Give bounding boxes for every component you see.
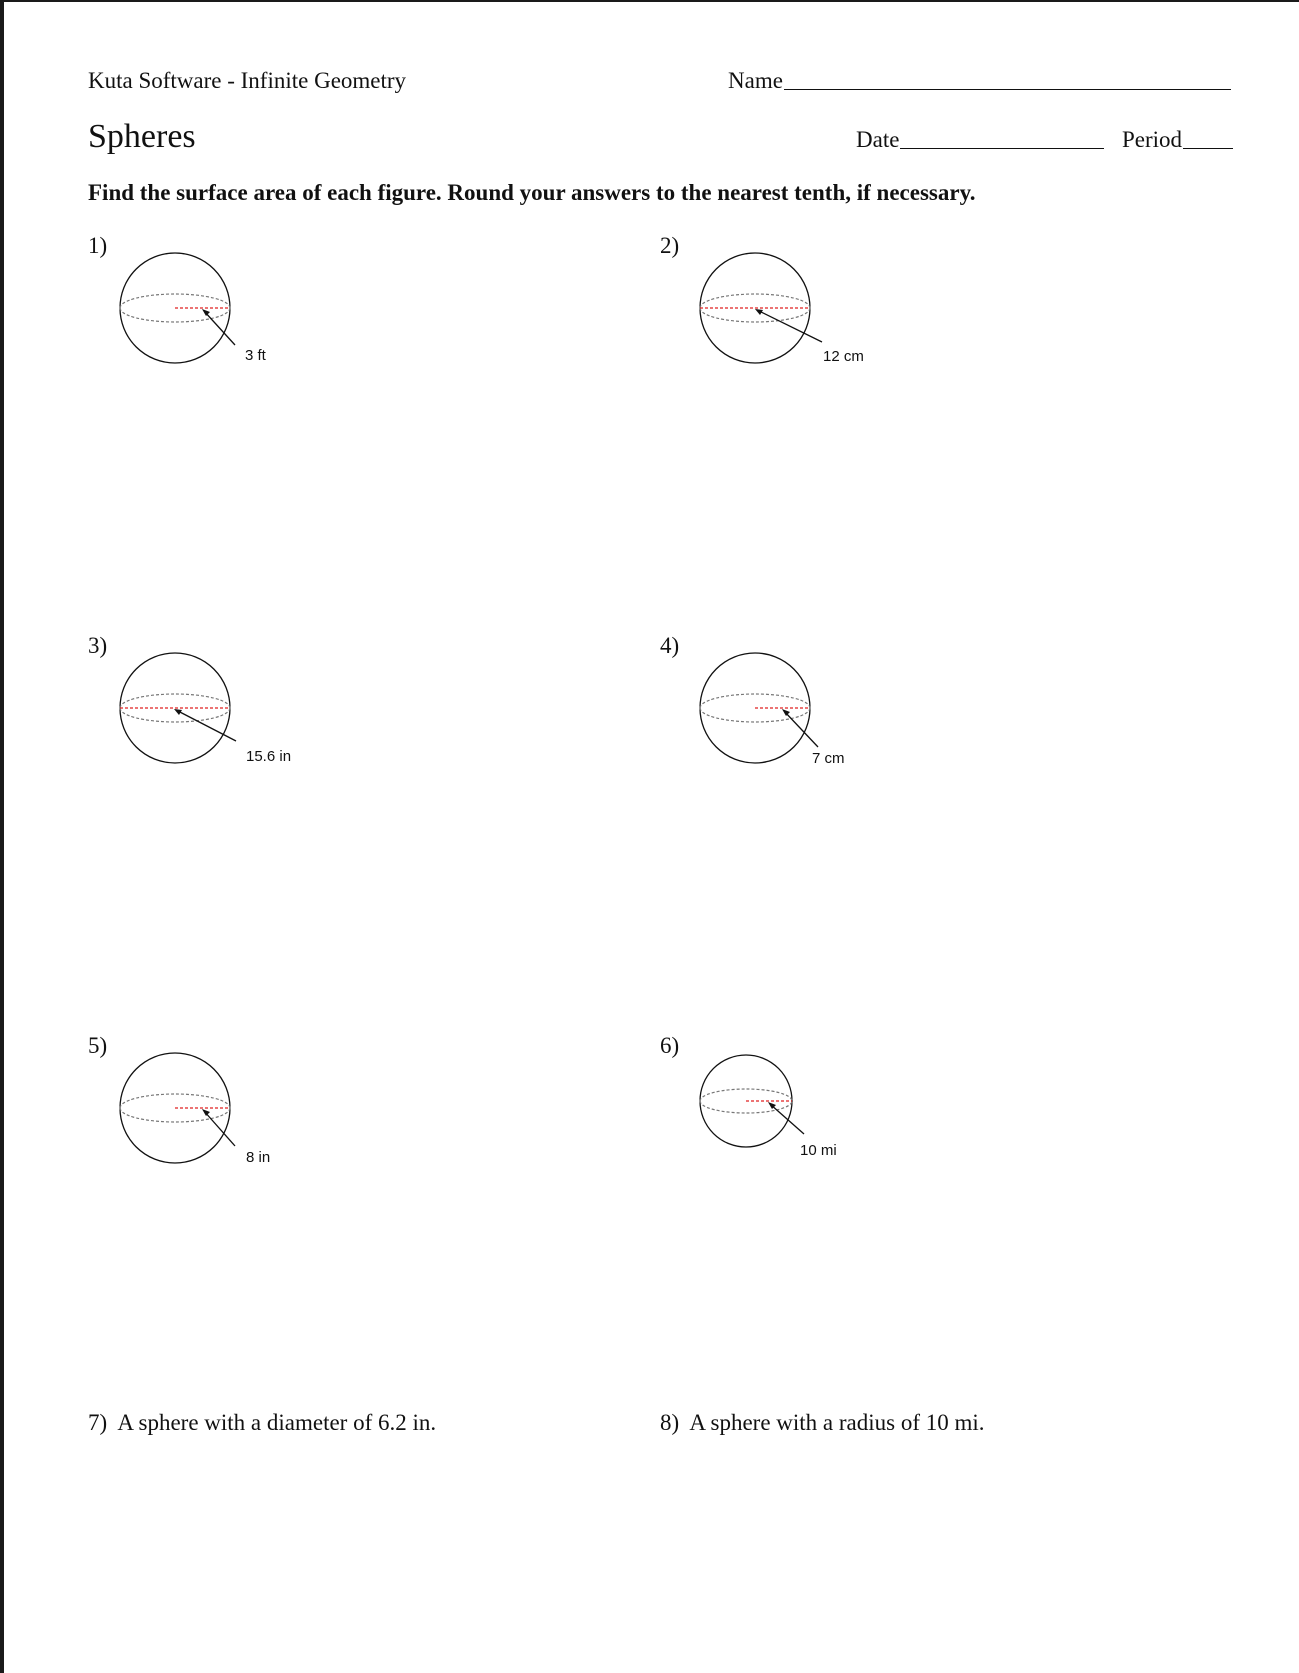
sphere-figure [120, 652, 300, 772]
problem-text: A sphere with a diameter of 6.2 in. [117, 1410, 437, 1435]
sphere-figure [700, 652, 870, 772]
problem-text: A sphere with a radius of 10 mi. [689, 1410, 985, 1435]
problem-number: 6) [660, 1033, 680, 1058]
date-field [856, 127, 1104, 153]
sphere-figure [700, 252, 870, 372]
dimension-label: 8 in [246, 1149, 271, 1166]
name-label: Name [728, 68, 783, 93]
sphere-figure [120, 252, 266, 372]
sphere-figure [700, 1054, 870, 1164]
problem-number: 8) [660, 1410, 680, 1435]
problem-number: 4) [660, 633, 680, 658]
date-label: Date [856, 127, 900, 152]
period-blank-line [1183, 147, 1233, 149]
problem-number: 1) [88, 233, 108, 258]
page-title: Spheres [88, 118, 196, 155]
dimension-label: 15.6 in [246, 748, 292, 765]
publisher-header: Kuta Software - Infinite Geometry [88, 68, 407, 93]
word-problem-8 [660, 1410, 985, 1436]
worksheet-page [4, 2, 1299, 1673]
instructions: Find the surface area of each figure. Round your answers to the nearest tenth, if necessary. [88, 180, 976, 205]
date-blank-line [900, 147, 1104, 149]
period-field [1122, 127, 1233, 153]
problem-number: 3) [88, 633, 108, 658]
name-blank-line [784, 88, 1231, 90]
problem-number: 5) [88, 1033, 108, 1058]
sphere-figure [120, 1052, 290, 1172]
problem-number: 2) [660, 233, 680, 258]
problem-number: 7) [88, 1410, 108, 1435]
name-field [728, 68, 1231, 94]
dimension-label: 3 ft [245, 347, 266, 364]
dimension-label: 10 mi [800, 1142, 837, 1159]
dimension-label: 7 cm [812, 750, 845, 767]
word-problem-7 [88, 1410, 436, 1436]
dimension-label: 12 cm [823, 348, 864, 365]
period-label: Period [1122, 127, 1183, 152]
